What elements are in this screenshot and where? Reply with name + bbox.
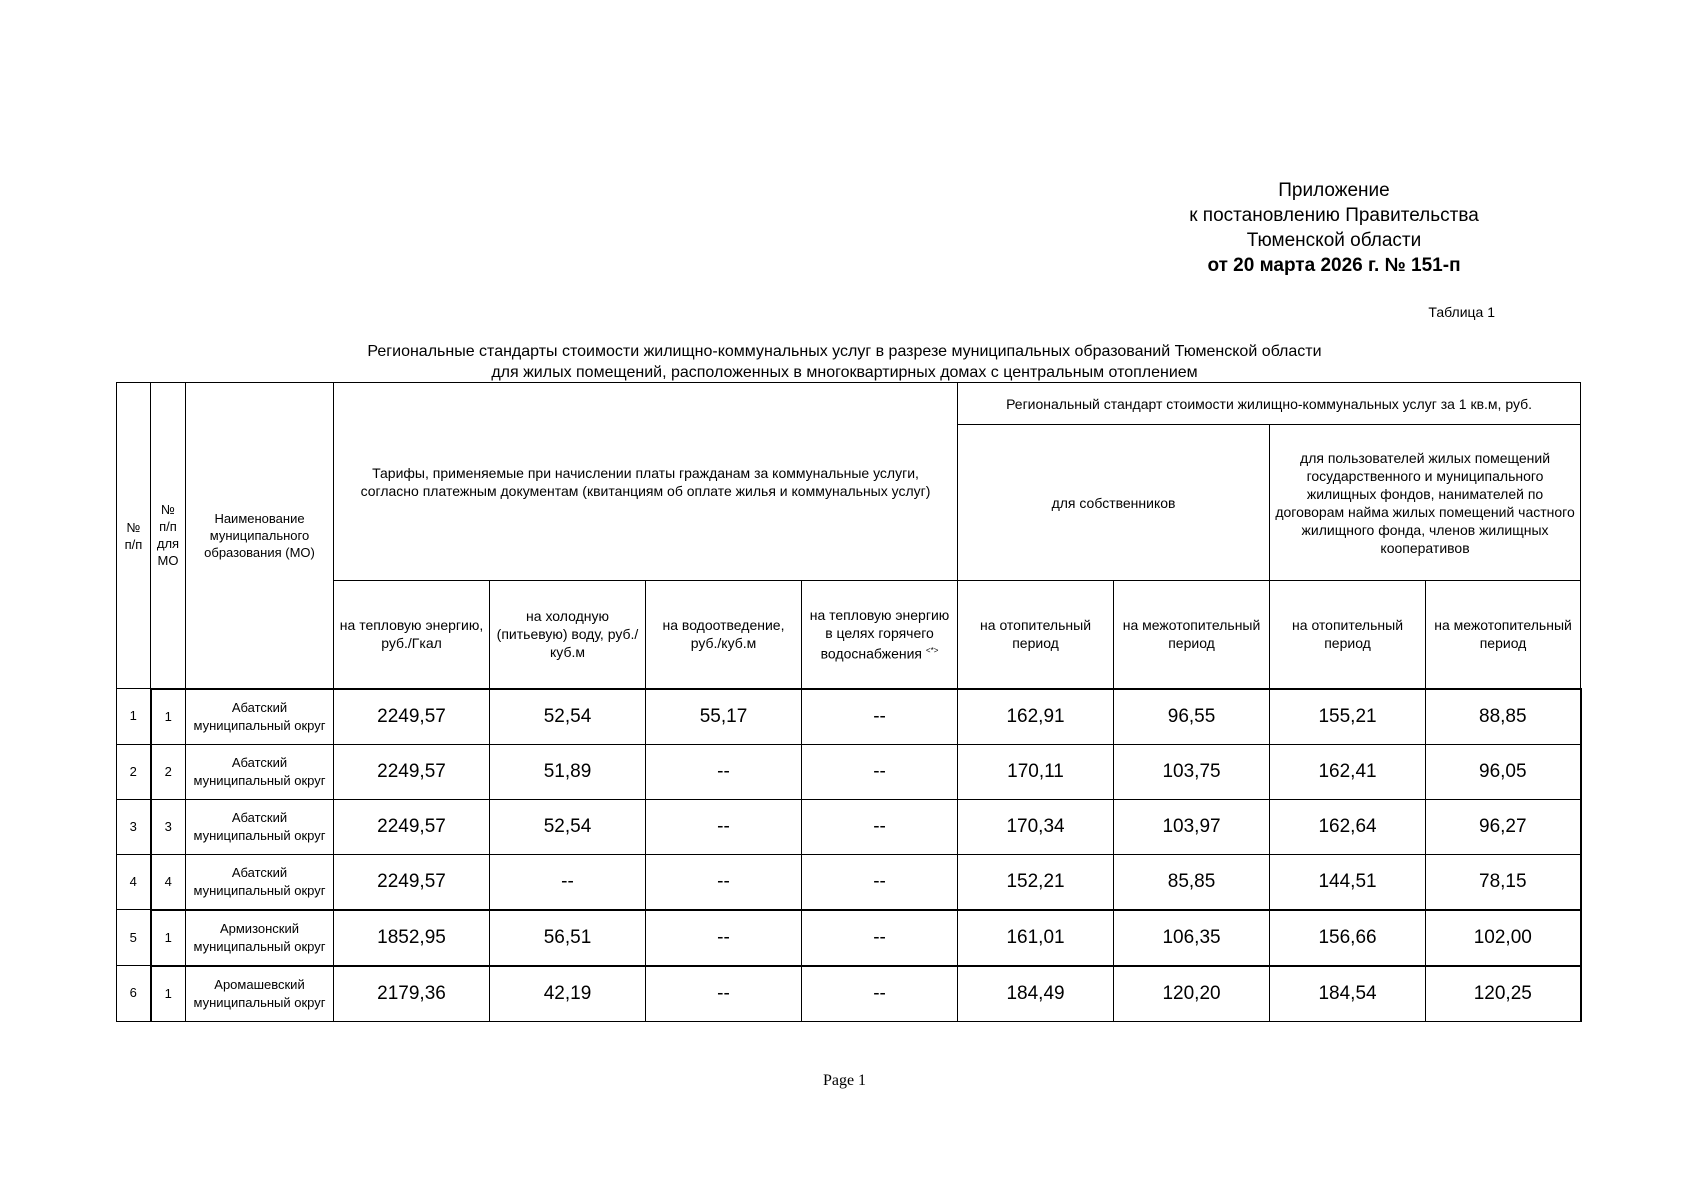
cell-tenants-non-heating: 96,27 [1426, 799, 1581, 854]
cell-tenants-heating: 156,66 [1270, 910, 1426, 966]
cell-owners-non-heating: 96,55 [1114, 689, 1270, 745]
cell-tenants-non-heating: 88,85 [1426, 689, 1581, 745]
cell-cold-water: 42,19 [490, 966, 646, 1022]
header-owners: для собственников [958, 425, 1270, 581]
cell-num-mo: 3 [151, 799, 186, 854]
header-owners-non-heating: на межотопительный период [1114, 581, 1270, 689]
cell-num: 6 [117, 966, 151, 1022]
header-heat: на тепловую энергию, руб./Гкал [334, 581, 490, 689]
cell-num: 5 [117, 910, 151, 966]
appendix-block [1134, 178, 1534, 278]
document-title [0, 341, 1689, 383]
cell-drainage: -- [646, 799, 802, 854]
cell-hot-water-heat: -- [802, 854, 958, 910]
cell-hot-water-heat: -- [802, 744, 958, 799]
cell-num-mo: 4 [151, 854, 186, 910]
table-row [117, 799, 1581, 854]
cell-cold-water: 52,54 [490, 689, 646, 745]
cell-num: 2 [117, 744, 151, 799]
cell-heat: 2249,57 [334, 744, 490, 799]
title-line-1: Региональные стандарты стоимости жилищно-коммунальных услуг в разрезе муниципальных образований Тюменской области [367, 343, 1322, 360]
cell-owners-heating: 152,21 [958, 854, 1114, 910]
cell-mo-name: Абатский муниципальный округ [186, 854, 334, 910]
cell-owners-heating: 170,34 [958, 799, 1114, 854]
table-row [117, 910, 1581, 966]
cell-num: 3 [117, 799, 151, 854]
cell-hot-water-heat: -- [802, 910, 958, 966]
cell-tenants-non-heating: 78,15 [1426, 854, 1581, 910]
cell-owners-non-heating: 103,75 [1114, 744, 1270, 799]
header-tariffs: Тарифы, применяемые при начислении платы гражданам за коммунальные услуги, согласно платежным документам (квитанциям об оплате жилья и коммунальных услуг) [334, 383, 958, 581]
appendix-line-2: к постановлению Правительства [1189, 205, 1479, 226]
header-tenants: для пользователей жилых помещений государственного и муниципального жилищных фондов, нанимателей по договорам найма жилых помещений частного жилищного фонда, членов жилищных кооперативов [1270, 425, 1581, 581]
cell-drainage: -- [646, 966, 802, 1022]
cell-num-mo: 1 [151, 689, 186, 745]
cell-owners-heating: 161,01 [958, 910, 1114, 966]
footnote-marker: <*> [925, 645, 939, 655]
cell-owners-non-heating: 103,97 [1114, 799, 1270, 854]
header-tenants-heating: на отопительный период [1270, 581, 1426, 689]
cell-cold-water: 51,89 [490, 744, 646, 799]
cell-hot-water-heat: -- [802, 689, 958, 745]
title-line-2: для жилых помещений, расположенных в многоквартирных домах с центральным отоплением [491, 364, 1198, 381]
cell-mo-name: Абатский муниципальный округ [186, 799, 334, 854]
cell-drainage: -- [646, 744, 802, 799]
cell-owners-non-heating: 106,35 [1114, 910, 1270, 966]
cell-tenants-heating: 184,54 [1270, 966, 1426, 1022]
cell-cold-water: 52,54 [490, 799, 646, 854]
cell-num: 4 [117, 854, 151, 910]
cell-mo-name: Абатский муниципальный округ [186, 689, 334, 745]
cell-owners-non-heating: 85,85 [1114, 854, 1270, 910]
header-mo-name: Наименование муниципального образования (МО) [186, 383, 334, 689]
table-label: Таблица 1 [1428, 304, 1495, 320]
cell-tenants-heating: 155,21 [1270, 689, 1426, 745]
table-row [117, 854, 1581, 910]
page-number: Page 1 [822, 1072, 867, 1089]
cell-heat: 2249,57 [334, 799, 490, 854]
appendix-decree: от 20 марта 2026 г. № 151-п [1207, 255, 1461, 276]
cell-tenants-heating: 162,64 [1270, 799, 1426, 854]
table-row [117, 966, 1581, 1022]
table-row [117, 744, 1581, 799]
cell-owners-non-heating: 120,20 [1114, 966, 1270, 1022]
cell-heat: 2179,36 [334, 966, 490, 1022]
cell-tenants-heating: 162,41 [1270, 744, 1426, 799]
cell-mo-name: Армизонский муниципальный округ [186, 910, 334, 966]
cell-num-mo: 1 [151, 910, 186, 966]
header-hot-water-heat [802, 581, 958, 689]
cell-owners-heating: 170,11 [958, 744, 1114, 799]
header-num-mo: № п/п для МО [151, 383, 186, 689]
cell-mo-name: Абатский муниципальный округ [186, 744, 334, 799]
cell-drainage: 55,17 [646, 689, 802, 745]
cell-owners-heating: 184,49 [958, 966, 1114, 1022]
cell-cold-water: 56,51 [490, 910, 646, 966]
cell-cold-water: -- [490, 854, 646, 910]
cell-mo-name: Аромашевский муниципальный округ [186, 966, 334, 1022]
cell-owners-heating: 162,91 [958, 689, 1114, 745]
table-row [117, 689, 1581, 745]
header-num: № п/п [117, 383, 151, 689]
header-drainage: на водоотведение, руб./куб.м [646, 581, 802, 689]
header-owners-heating: на отопительный период [958, 581, 1114, 689]
header-tenants-non-heating: на межотопительный период [1426, 581, 1581, 689]
header-hot-water-heat-label: на тепловую энергию в целях горячего водоснабжения [809, 606, 950, 662]
cell-hot-water-heat: -- [802, 966, 958, 1022]
cell-num: 1 [117, 689, 151, 745]
cell-tenants-non-heating: 120,25 [1426, 966, 1581, 1022]
cell-heat: 1852,95 [334, 910, 490, 966]
cell-tenants-non-heating: 102,00 [1426, 910, 1581, 966]
cell-num-mo: 2 [151, 744, 186, 799]
cell-heat: 2249,57 [334, 854, 490, 910]
cell-num-mo: 1 [151, 966, 186, 1022]
standards-table [116, 382, 1582, 1022]
cell-tenants-non-heating: 96,05 [1426, 744, 1581, 799]
cell-tenants-heating: 144,51 [1270, 854, 1426, 910]
header-regional-standard: Региональный стандарт стоимости жилищно-коммунальных услуг за 1 кв.м, руб. [958, 383, 1581, 425]
cell-heat: 2249,57 [334, 689, 490, 745]
cell-hot-water-heat: -- [802, 799, 958, 854]
cell-drainage: -- [646, 910, 802, 966]
appendix-line-3: Тюменской области [1246, 230, 1422, 251]
header-cold-water: на холодную (питьевую) воду, руб./куб.м [490, 581, 646, 689]
cell-drainage: -- [646, 854, 802, 910]
appendix-line-1: Приложение [1278, 180, 1390, 201]
